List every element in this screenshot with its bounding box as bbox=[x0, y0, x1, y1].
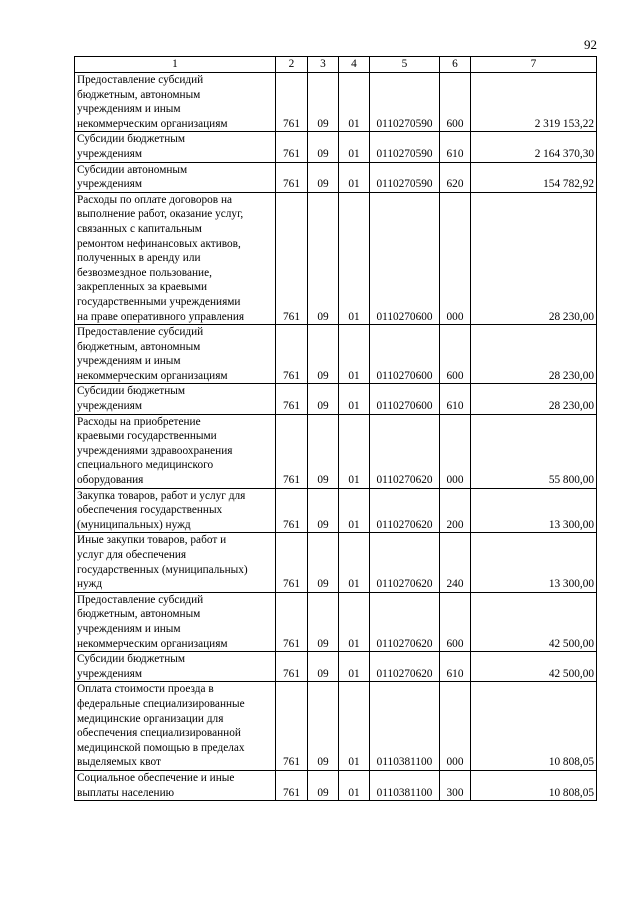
row-admin-code: 761 bbox=[276, 73, 308, 132]
row-expense-type: 240 bbox=[440, 533, 471, 592]
row-expense-type: 200 bbox=[440, 488, 471, 533]
row-expense-type: 600 bbox=[440, 325, 471, 384]
description-line: бюджетным, автономным bbox=[77, 608, 201, 621]
table-row bbox=[75, 488, 597, 533]
table-row bbox=[75, 533, 597, 592]
row-subsection: 01 bbox=[339, 488, 370, 533]
description-line: Закупка товаров, работ и услуг для bbox=[77, 489, 246, 502]
row-target-article: 0110381100 bbox=[370, 682, 440, 771]
row-expense-type: 610 bbox=[440, 384, 471, 414]
description-line: Предоставление субсидий bbox=[77, 74, 204, 86]
row-section: 09 bbox=[308, 488, 339, 533]
table-row bbox=[75, 162, 597, 192]
row-section: 09 bbox=[308, 325, 339, 384]
description-line: на праве оперативного управления bbox=[77, 310, 245, 323]
description-line: связанных с капитальным bbox=[77, 222, 202, 235]
row-amount: 13 300,00 bbox=[471, 488, 597, 533]
row-section: 09 bbox=[308, 652, 339, 682]
description-line: Предоставление субсидий bbox=[77, 326, 204, 339]
description-line: Расходы по оплате договоров на bbox=[77, 193, 233, 206]
row-target-article: 0110270620 bbox=[370, 488, 440, 533]
row-admin-code: 761 bbox=[276, 162, 308, 192]
description-line: выделяемых квот bbox=[77, 756, 161, 769]
row-subsection: 01 bbox=[339, 192, 370, 324]
row-expense-type: 000 bbox=[440, 682, 471, 771]
row-admin-code: 761 bbox=[276, 132, 308, 162]
description-line: некоммерческим организациям bbox=[77, 637, 228, 650]
table-row bbox=[75, 682, 597, 771]
row-subsection: 01 bbox=[339, 384, 370, 414]
row-subsection: 01 bbox=[339, 533, 370, 592]
description-line: некоммерческим организациям bbox=[77, 117, 228, 130]
description-line: некоммерческим организациям bbox=[77, 369, 228, 382]
table-row bbox=[75, 73, 597, 132]
row-amount: 42 500,00 bbox=[471, 652, 597, 682]
row-target-article: 0110270620 bbox=[370, 652, 440, 682]
row-amount: 28 230,00 bbox=[471, 325, 597, 384]
row-description bbox=[75, 770, 276, 800]
row-admin-code: 761 bbox=[276, 652, 308, 682]
row-subsection: 01 bbox=[339, 770, 370, 800]
row-expense-type: 300 bbox=[440, 770, 471, 800]
row-description bbox=[75, 325, 276, 384]
description-line: государственных (муниципальных) bbox=[77, 563, 248, 576]
description-line: (муниципальных) нужд bbox=[77, 518, 191, 531]
row-section: 09 bbox=[308, 132, 339, 162]
row-subsection: 01 bbox=[339, 73, 370, 132]
row-section: 09 bbox=[308, 73, 339, 132]
description-line: учреждениям bbox=[77, 178, 142, 191]
table-row bbox=[75, 132, 597, 162]
row-admin-code: 761 bbox=[276, 533, 308, 592]
description-line: Социальное обеспечение и иные bbox=[77, 771, 235, 784]
row-target-article: 0110270590 bbox=[370, 132, 440, 162]
description-line: учреждениям bbox=[77, 667, 142, 680]
description-line: полученных в аренду или bbox=[77, 252, 201, 265]
row-amount: 28 230,00 bbox=[471, 384, 597, 414]
description-line: выплаты населению bbox=[77, 786, 175, 799]
row-amount: 13 300,00 bbox=[471, 533, 597, 592]
description-line: оборудования bbox=[77, 474, 144, 487]
row-target-article: 0110270620 bbox=[370, 592, 440, 651]
row-target-article: 0110270620 bbox=[370, 414, 440, 488]
description-line: учреждениям и иным bbox=[77, 103, 181, 116]
table-row bbox=[75, 592, 597, 651]
row-amount: 10 808,05 bbox=[471, 682, 597, 771]
row-target-article: 0110270590 bbox=[370, 162, 440, 192]
description-line: краевыми государственными bbox=[77, 430, 217, 443]
row-section: 09 bbox=[308, 592, 339, 651]
row-description bbox=[75, 652, 276, 682]
row-subsection: 01 bbox=[339, 162, 370, 192]
table-row bbox=[75, 325, 597, 384]
row-description bbox=[75, 73, 276, 132]
row-description bbox=[75, 384, 276, 414]
table-row bbox=[75, 770, 597, 800]
row-expense-type: 000 bbox=[440, 192, 471, 324]
row-section: 09 bbox=[308, 414, 339, 488]
row-description bbox=[75, 162, 276, 192]
row-subsection: 01 bbox=[339, 132, 370, 162]
description-line: бюджетным, автономным bbox=[77, 340, 201, 353]
table-row bbox=[75, 384, 597, 414]
budget-table bbox=[74, 56, 597, 801]
row-description bbox=[75, 192, 276, 324]
row-admin-code: 761 bbox=[276, 384, 308, 414]
description-line: безвозмездное пользование, bbox=[77, 266, 212, 279]
row-admin-code: 761 bbox=[276, 682, 308, 771]
row-description bbox=[75, 414, 276, 488]
row-admin-code: 761 bbox=[276, 770, 308, 800]
row-amount: 42 500,00 bbox=[471, 592, 597, 651]
row-amount: 2 164 370,30 bbox=[471, 132, 597, 162]
row-description bbox=[75, 488, 276, 533]
row-subsection: 01 bbox=[339, 682, 370, 771]
table-row bbox=[75, 414, 597, 488]
row-subsection: 01 bbox=[339, 325, 370, 384]
table-row bbox=[75, 652, 597, 682]
description-line: ремонтом нефинансовых активов, bbox=[77, 237, 241, 250]
row-expense-type: 600 bbox=[440, 73, 471, 132]
row-target-article: 0110381100 bbox=[370, 770, 440, 800]
description-line: Предоставление субсидий bbox=[77, 593, 204, 606]
row-section: 09 bbox=[308, 770, 339, 800]
row-expense-type: 610 bbox=[440, 132, 471, 162]
row-section: 09 bbox=[308, 384, 339, 414]
description-line: федеральные специализированные bbox=[77, 697, 245, 710]
row-section: 09 bbox=[308, 533, 339, 592]
row-admin-code: 761 bbox=[276, 488, 308, 533]
description-line: Субсидии бюджетным bbox=[77, 385, 185, 398]
header-col-4: 4 bbox=[339, 57, 370, 73]
description-line: Субсидии автономным bbox=[77, 163, 188, 176]
table-body bbox=[75, 73, 597, 801]
row-subsection: 01 bbox=[339, 414, 370, 488]
header-col-3: 3 bbox=[308, 57, 339, 73]
table-row bbox=[75, 192, 597, 324]
description-line: учреждениями здравоохранения bbox=[77, 444, 233, 457]
page-number: 92 bbox=[584, 37, 597, 52]
row-description bbox=[75, 682, 276, 771]
row-subsection: 01 bbox=[339, 652, 370, 682]
row-target-article: 0110270600 bbox=[370, 192, 440, 324]
description-line: Расходы на приобретение bbox=[77, 415, 201, 428]
row-amount: 28 230,00 bbox=[471, 192, 597, 324]
row-amount: 10 808,05 bbox=[471, 770, 597, 800]
row-description bbox=[75, 533, 276, 592]
row-section: 09 bbox=[308, 162, 339, 192]
description-line: медицинской помощью в пределах bbox=[77, 741, 245, 754]
description-line: Оплата стоимости проезда в bbox=[77, 683, 214, 696]
description-line: обеспечения государственных bbox=[77, 504, 223, 517]
description-line: специального медицинского bbox=[77, 459, 214, 472]
row-section: 09 bbox=[308, 682, 339, 771]
row-admin-code: 761 bbox=[276, 325, 308, 384]
row-target-article: 0110270600 bbox=[370, 325, 440, 384]
description-line: бюджетным, автономным bbox=[77, 88, 201, 101]
row-admin-code: 761 bbox=[276, 414, 308, 488]
description-line: нужд bbox=[77, 578, 103, 591]
description-line: Субсидии бюджетным bbox=[77, 653, 185, 666]
row-section: 09 bbox=[308, 192, 339, 324]
description-line: обеспечения специализированной bbox=[77, 727, 241, 740]
row-admin-code: 761 bbox=[276, 192, 308, 324]
row-amount: 2 319 153,22 bbox=[471, 73, 597, 132]
row-amount: 154 782,92 bbox=[471, 162, 597, 192]
row-target-article: 0110270590 bbox=[370, 73, 440, 132]
description-line: услуг для обеспечения bbox=[77, 549, 187, 561]
row-target-article: 0110270620 bbox=[370, 533, 440, 592]
header-col-7: 7 bbox=[471, 57, 597, 73]
description-line: государственными учреждениями bbox=[77, 295, 241, 308]
description-line: учреждениям и иным bbox=[77, 622, 181, 635]
row-expense-type: 000 bbox=[440, 414, 471, 488]
row-expense-type: 600 bbox=[440, 592, 471, 651]
row-expense-type: 610 bbox=[440, 652, 471, 682]
header-row bbox=[75, 57, 597, 73]
row-description bbox=[75, 592, 276, 651]
header-col-2: 2 bbox=[276, 57, 308, 73]
description-line: учреждениям bbox=[77, 147, 142, 160]
row-subsection: 01 bbox=[339, 592, 370, 651]
description-line: учреждениям bbox=[77, 400, 142, 413]
row-description bbox=[75, 132, 276, 162]
header-col-6: 6 bbox=[440, 57, 471, 73]
description-line: Иные закупки товаров, работ и bbox=[77, 534, 227, 547]
description-line: учреждениям и иным bbox=[77, 355, 181, 368]
description-line: медицинские организации для bbox=[77, 712, 224, 725]
row-admin-code: 761 bbox=[276, 592, 308, 651]
description-line: Субсидии бюджетным bbox=[77, 133, 185, 146]
row-amount: 55 800,00 bbox=[471, 414, 597, 488]
header-col-1: 1 bbox=[75, 57, 276, 73]
description-line: выполнение работ, оказание услуг, bbox=[77, 208, 244, 221]
row-target-article: 0110270600 bbox=[370, 384, 440, 414]
row-expense-type: 620 bbox=[440, 162, 471, 192]
header-col-5: 5 bbox=[370, 57, 440, 73]
description-line: закрепленных за краевыми bbox=[77, 281, 208, 294]
